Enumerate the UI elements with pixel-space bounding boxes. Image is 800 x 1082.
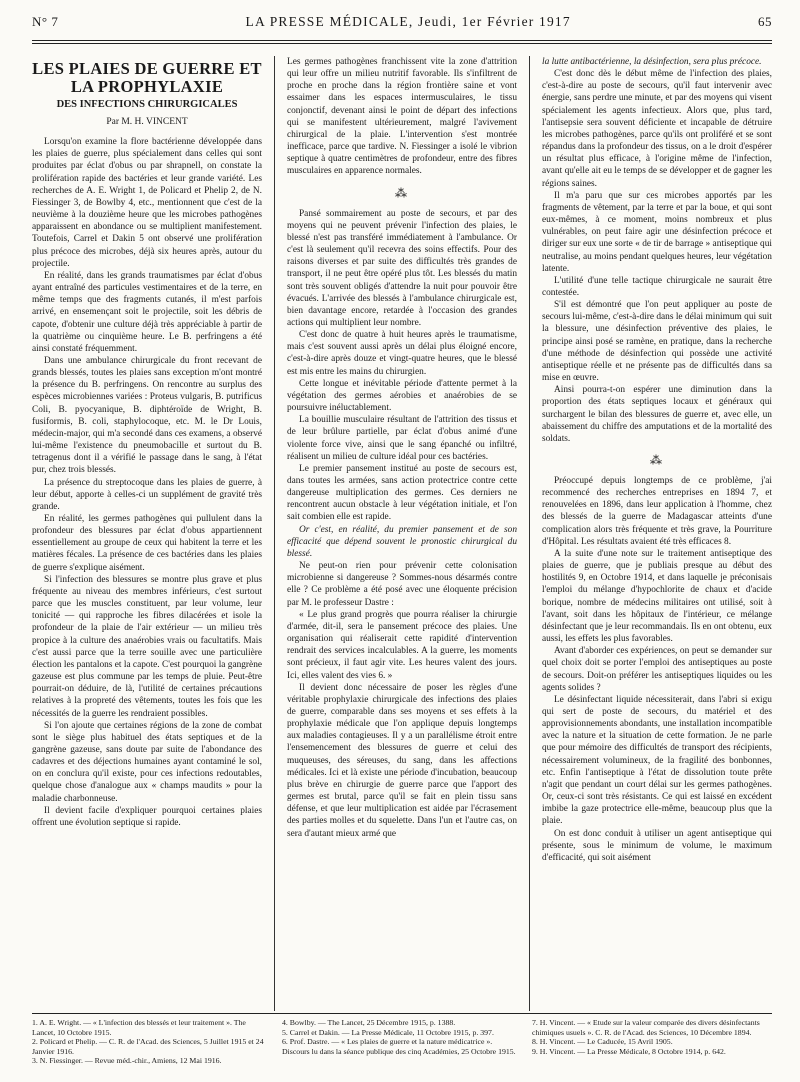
paragraph: En réalité, les germes pathogènes qui pullulent dans la profondeur des blessures par éclat d'obus appartiennent essentiellement au groupe de ceux qui habitent la terre et les matières fécales. La présence de ces bactéries dans les plaies de guerre s'explique aisément. [32,514,263,573]
paragraph: Pansé sommairement au poste de secours, et par des moyens qui ne peuvent prévenir l'infection des plaies, le blessé n'est pas transféré immédiatement à l'ambulance. Or c'est là seulement qu'il recevra des soins effectifs. Pour des raisons diverses et par suite des difficultés très grandes de transport, il ne peut être opéré plus tôt. Les blessés du matin sont très souvent obligés d'attendre la nuit pour pouvoir être évacués. L'arrivée des blessés à l'ambulance chirurgicale est, bien davantage encore, retardée à l'occasion des grandes actions qui multiplient leur nombre. [286,208,517,328]
footnotes-column-1 [32,1018,270,1066]
paragraph: C'est donc dès le début même de l'infection des plaies, c'est-à-dire au poste de secours, qu'il faut intervenir avec énergie, sans perdre une minute, et par des moyens qui visent spécialement les agents infectieux. Alors que, plus tard, l'antisepsie sera souvent déficiente et incapable de détruire les microbes pathogènes, parce qu'ils ont proliféré et se sont répandus dans la profondeur des tissus, on a le droit d'espérer un résultat plus efficace, à l'origine même de l'infection, avant qu'elle ait eu le temps de se développer et de gagner les régions saines. [541,69,772,189]
paragraph: En réalité, dans les grands traumatismes par éclat d'obus ayant entraîné des particules vestimentaires et de la terre, en même temps que des fragments cutanés, il m'est parfois arrivé, en ensemençant soit le projectile, soit les débris de capote, d'obtenir une culture déjà très appréciable à partir de la quatrième ou cinquième heure. Le B. perfringens a été ainsi constaté fréquemment. [32,270,263,354]
paragraph: Il devient facile d'expliquer pourquoi certaines plaies offrent une évolution septique si rapide. [32,805,263,828]
paragraph: A la suite d'une note sur le traitement antiseptique des plaies de guerre, que je publiais presque au début des hostilités 9, en Octobre 1914, et dans laquelle je préconisais l'emploi du mélange d'hypochlorite de chaux et d'acide borique, nombre de médecins militaires ont utilisé, soit à l'avant, soit dans les hôpitaux de l'intérieur, ce mélange désinfectant que je leur recommandais. Ils en ont obtenu, eux aussi, les effets les plus favorables. [541,548,772,645]
issue-number: N° 7 [32,14,59,29]
paragraph: Préoccupé depuis longtemps de ce problème, j'ai recommencé des recherches entreprises en 1894 7, et renouvelées en 1896, dans leur application à l'homme, chez des blessés de la guerre de Madagascar atteints d'une complication alors très fréquente et très grave, la Pourriture d'Hôpital. Les résultats avaient été très efficaces 8. [541,476,772,547]
footnote: 4. Bowlby. — The Lancet, 25 Décembre 1915, p. 1388. [282,1018,456,1027]
paragraph: la lutte antibactérienne, la désinfection, sera plus précoce. [541,57,762,67]
footnote: 3. N. Fiessinger. — Revue méd.-chir., Amiens, 12 Mai 1916. [32,1056,222,1066]
section-separator: ⁂ [394,185,409,200]
article-subtitle: DES INFECTIONS CHIRURGICALES [56,99,238,110]
paragraph: Ne peut-on rien pour prévenir cette colonisation microbienne si dangereuse ? Sommes-nous désarmés contre elle ? Ce problème a été posé avec une éloquente précision par M. le professeur Dastre : [286,561,517,608]
column-1 [32,56,262,1011]
section-separator: ⁂ [649,453,664,467]
paragraph: Avant d'aborder ces expériences, on peut se demander sur quel choix doit se porter l'emploi des antiseptiques au poste de secours. Doit-on préférer les antiseptiques liquides ou les agents solides ? [541,646,772,693]
paragraph: Ainsi pourra-t-on espérer une diminution dans la proportion des états septiques locaux et généraux qui surchargent le bilan des blessures de guerre et, avec elle, un abaissement du chiffre des amputations et de la mortalité des soldats. [541,385,772,444]
paragraph: La bouillie musculaire résultant de l'attrition des tissus et de leur brûlure partielle, par éclat d'obus animé d'une violente force vive, ainsi que le sang épanché ou infiltré, réalisent un milieu de culture idéal pour ces bactéries. [286,415,517,462]
paragraph: Si l'infection des blessures se montre plus grave et plus fréquente au niveau des membres inférieurs, c'est surtout parce que les muscles constituent, par leur volume, leur tonicité — qui rapproche les fibres dilacérées et isole la profondeur de la plaie de l'air extérieur — un milieu très propice à la culture des anaérobies vrais ou facultatifs. Mais c'est aussi parce que la terre souille avec une particulière élection les pantalons et la capote. C'est pourquoi la gangrène gazeuse est plus commune par les temps de pluie. Peut-être pourrait-on déduire, de là, l'utilité de certaines précautions relatives à la propreté des vêtements, toutes les fois que les nécessités de la guerre les rendraient possibles. [32,574,263,719]
paragraph: Dans une ambulance chirurgicale du front recevant de grands blessés, toutes les plaies sans exception m'ont montré la présence du B. perfringens. On rencontre au surplus des espèces microbiennes variées : Proteus vulgaris, B. putrificus Coli, B. pyocyanique, B. diphtéroïde de Wright, B. fusiformis, B. coli, staphylocoque, etc. M. le Dr Louis, médecin-major, qui m'a secondé dans ces examens, a observé lui-même l'existence du pneumobacille et surtout du B. tetragenus dont il a vérifié le passage dans le sang, à l'état pur, chez trois blessés. [32,355,263,476]
paragraph: Il devient donc nécessaire de poser les règles d'une véritable prophylaxie chirurgicale des infections des plaies de guerre, comparable dans ses moyens et ses effets à la prophylaxie médicale que l'on applique depuis longtemps aux maladies contagieuses. Il y a un parallélisme étroit entre l'ensemencement des blessures de guerre et celui des muqueuses, des séreuses, du sang, dans les affections médicales. Ici et là existe une période d'incubation, beaucoup plus brève en chirurgie de guerre parce que l'apport des germes est brutal, parce qu'il se fait en plein tissu sans défense, et que leur multiplication est aidée par l'écrasement des parties molles et du squelette. Dans l'un et l'autre cas, on sera d'autant mieux armé que [286,682,517,839]
paragraph: Le premier pansement institué au poste de secours est, dans toutes les armées, sans action protectrice contre cette dangereuse multiplication des germes. Ces derniers ne rencontrent aucun obstacle à leur végétation initiale, et l'on sait combien elle est rapide. [286,463,517,523]
column-3 [542,56,772,1011]
journal-title: LA PRESSE MÉDICALE, Jeudi, 1er Février 1917 [245,14,571,29]
paragraph: Les germes pathogènes franchissent vite la zone d'attrition qui leur offre un milieu nutritif favorable. Ils s'infiltrent de proche en proche dans la région frontière saine et vont essaimer dans les espaces intermusculaires, le tissu conjonctif, devenant ainsi le point de départ des infections qui se manifestent ultérieurement, malgré l'avivement chirurgical de la plaie. L'intervention s'est montrée inefficace, parce que tardive. N. Fiessinger a isolé le vibrion septique à quatre centimètres de profondeur, entre des fibres musculaires en apparence normales. [286,57,517,177]
footnotes-column-3 [532,1018,770,1066]
article-title: LES PLAIES DE GUERRE ET LA PROPHYLAXIE [32,59,262,96]
footnote: 6. Prof. Dastre. — « Les plaies de guerre et la nature médicatrice ». Discours lu dans la séance publique des cinq Académies, 25 Octobre 1915. [282,1037,516,1056]
paragraph: Il m'a paru que sur ces microbes apportés par les fragments de vêtement, par la terre et par la boue, et qui sont eux-mêmes, à ce moment, moins nombreux et plus vulnérables, on peut faire agir une désinfection précoce et diriger sur eux une sorte « de tir de barrage » antiseptique qui neutralise, au moins pendant quelques heures, leur végétation latente. [541,190,772,274]
footnote-rule [32,1013,772,1014]
column-2 [287,56,517,1011]
header-rule-double [32,43,772,44]
footnotes [32,1018,772,1066]
footnote: 9. H. Vincent. — La Presse Médicale, 8 Octobre 1914, p. 642. [532,1046,726,1056]
footnotes-column-2 [282,1018,520,1066]
footnote: 7. H. Vincent. — « Etude sur la valeur comparée des divers désinfectants chimiques usuels ». C. R. de l'Acad. des Sciences, 10 Décembre 1894. [532,1018,760,1037]
header-rule [32,40,772,41]
article-author: Par M. H. VINCENT [106,117,188,127]
paragraph: Or c'est, en réalité, du premier pansement et de son efficacité que dépend souvent le pronostic chirurgical du blessé. [286,524,517,559]
paragraph: « Le plus grand progrès que pourra réaliser la chirurgie d'armée, dit-il, sera le pansement précoce des plaies. Une organisation qui réaliserait cette rapidité d'intervention rendrait des services incalculables. A la guerre, les moments sont précieux, il faut agir vite. Les heures valent des jours. Ici, elles valent des vies 6. » [286,609,517,681]
paragraph: Lorsqu'on examine la flore bactérienne développée dans les plaies de guerre, plus spécialement dans celles qui sont produites par éclat d'obus ou par shrapnell, on constate la prolifération rapide des bactéries et leur grande variété. Les recherches de A. E. Wright 1, de Policard et Phelip 2, de N. Fiessinger 3, de Bowlby 4, etc., mentionnent que c'est de la neuvième à la douzième heure que les microbes pathogènes apparaissent en abondance ou se multiplient manifestement. Toutefois, Carrel et Dakin 5 ont observé une prolifération plus précoce des microbes, déjà six heures après, autour du projectile. [32,137,263,269]
paragraph: S'il est démontré que l'on peut appliquer au poste de secours lui-même, c'est-à-dire dans le délai minimum qui suit la blessure, une désinfection préventive des plaies, le principe ainsi posé se ramène, en pratique, dans la recherche d'une méthode de désinfection qui possède une activité antiseptique réelle et ne présente pas de difficultés dans sa mise en œuvre. [541,300,772,384]
paragraph: On est donc conduit à utiliser un agent antiseptique qui présente, sous le minimum de volume, le maximum d'efficacité, qui soit aisément [541,828,772,863]
article-columns [32,56,772,1011]
paragraph: La présence du streptocoque dans les plaies de guerre, à leur début, apporte à celles-ci un supplément de gravité très grande. [32,477,263,512]
footnote: 1. A. E. Wright. — « L'infection des blessés et leur traitement ». The Lancet, 10 Octobre 1915. [32,1018,246,1037]
footnote: 2. Policard et Phelip. — C. R. de l'Acad. des Sciences, 5 Juillet 1915 et 24 Janvier 1916. [32,1037,264,1056]
paragraph: L'utilité d'une telle tactique chirurgicale ne saurait être contestée. [541,275,772,298]
paragraph: Le désinfectant liquide nécessiterait, dans l'abri si exigu qui sert de poste de secours, du matériel et des approvisionnements abondants, une installation incompatible avec la nature et la situation de cette formation. Je ne parle que pour mémoire des difficultés de transport des récipients, nécessairement volumineux, de la fragilité des bonbonnes, etc. Enfin l'antiseptique à l'état de dissolution toute prête n'agit que pendant un court délai sur les germes pathogènes. Or, ceux-ci sont très résistants. Ce qui est laissé en excédent imbibe la gaze protectrice elle-même, beaucoup plus que la plaie. [541,694,772,827]
page-number: 65 [758,14,772,29]
column-divider [274,56,275,1011]
paragraph: Cette longue et inévitable période d'attente permet à la végétation des germes aérobies et anaérobies de se poursuivre inéluctablement. [286,378,517,414]
paragraph: C'est donc de quatre à huit heures après le traumatisme, mais c'est souvent aussi après un délai plus éloigné encore, c'est-à-dire après douze et vingt-quatre heures, que le blessé est mis entre les mains du chirurgien. [286,330,517,377]
footnote: 5. Carrel et Dakin. — La Presse Médicale, 11 Octobre 1915, p. 397. [282,1027,494,1037]
footnote: 8. H. Vincent. — Le Caducée, 15 Avril 1905. [532,1037,673,1047]
column-divider [529,56,530,1011]
page-header [32,14,772,36]
paragraph: Si l'on ajoute que certaines régions de la zone de combat sont le siège plus habituel des états septiques et de la gangrène gazeuse, sans doute par suite de l'abondance des cadavres et des déjections humaines ayant contaminé le sol, on en conclura qu'il existe, pour ces infections redoutables, quelque chose d'analogue aux « champs maudits » pour la maladie charbonneuse. [32,720,263,804]
